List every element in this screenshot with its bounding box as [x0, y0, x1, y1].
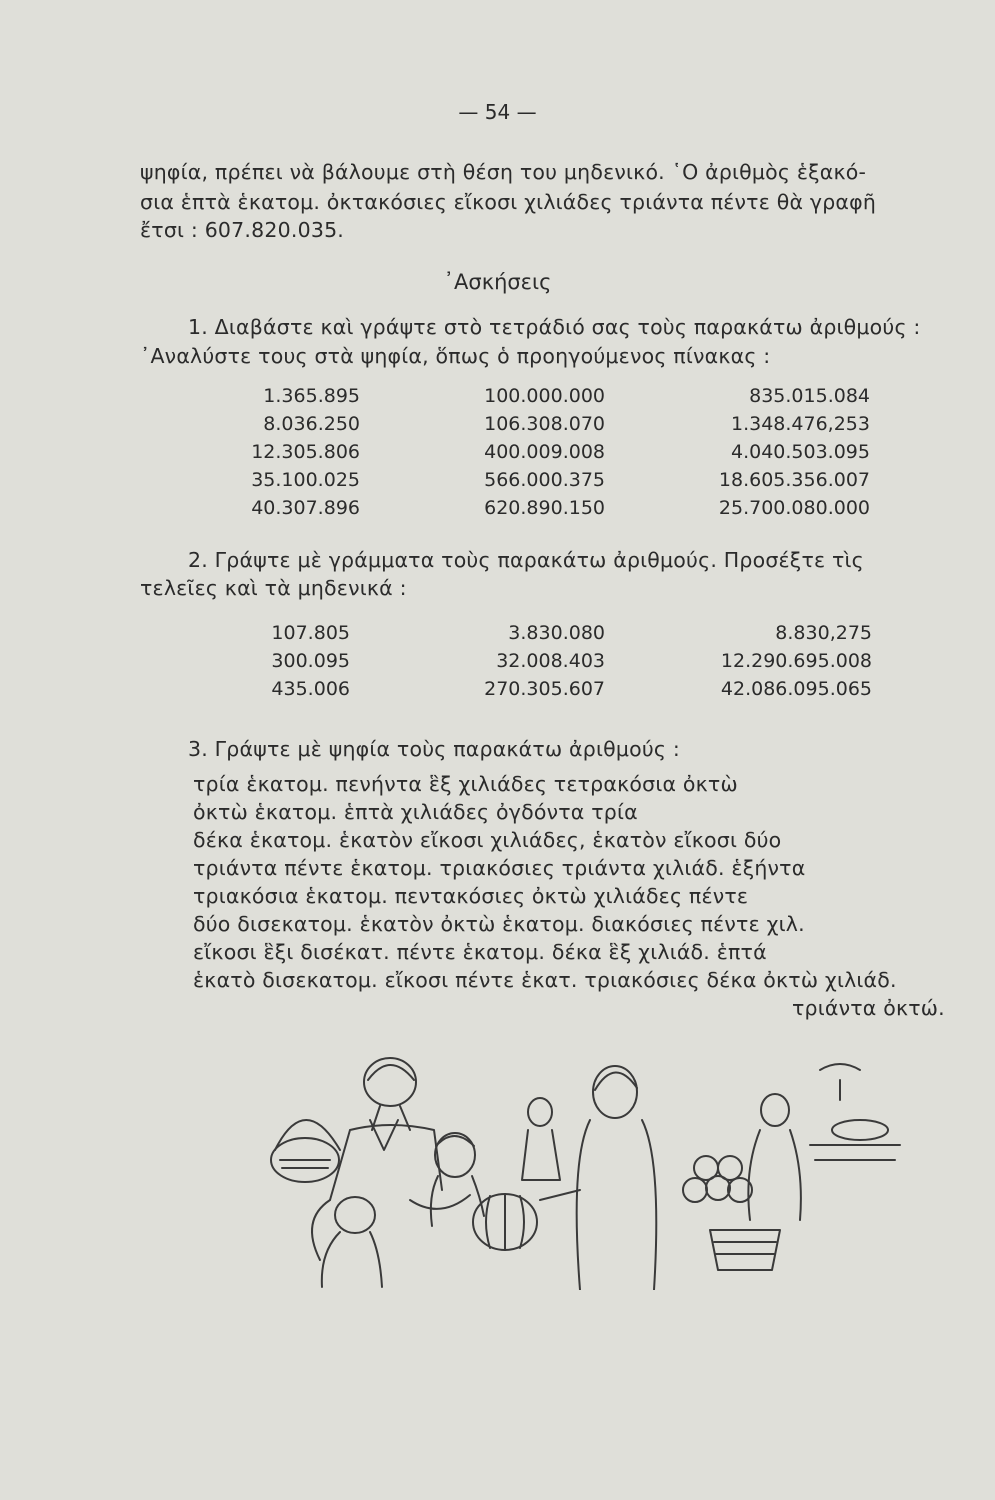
ex1-col1-item: 35.100.025: [251, 469, 360, 491]
ex1-col3-item: 1.348.476,253: [730, 413, 870, 435]
basket: [271, 1120, 340, 1182]
ex2-col3-item: 8.830,275: [775, 622, 872, 644]
ex2-col2-item: 270.305.607: [484, 678, 605, 700]
boy-figure: [410, 1133, 484, 1226]
ex2-col3-item: 42.086.095.065: [720, 678, 872, 700]
exercises-heading: ᾽Ασκήσεις: [443, 270, 552, 294]
ex3-line: εἴκοσι ἓξι δισέκατ. πέντε ἑκατομ. δέκα ἓξ χιλιάδ. ἑπτά: [193, 940, 767, 964]
intro-line-1: ψηφία, πρέπει νὰ βάλουμε στὴ θέση του μηδενικό. ῾Ο ἀριθμὸς ἑξακό-: [140, 160, 867, 184]
ex1-col3-item: 835.015.084: [749, 385, 870, 407]
ex2-col2-item: 32.008.403: [496, 650, 605, 672]
ex2-col2-item: 3.830.080: [508, 622, 605, 644]
intro-line-2: σια ἑπτὰ ἑκατομ. ὀκτακόσιες εἴκοσι χιλιάδες τριάντα πέντε θὰ γραφῆ: [140, 190, 877, 214]
ex2-col1-item: 107.805: [271, 622, 350, 644]
melon: [473, 1194, 537, 1250]
ex1-col2-item: 400.009.008: [484, 441, 605, 463]
ex3-line: τριάντα ὀκτώ.: [792, 996, 945, 1020]
ex1-col1-item: 40.307.896: [251, 497, 360, 519]
ex2-instruction-1: 2. Γράψτε μὲ γράμματα τοὺς παρακάτω ἀριθμούς. Προσέξτε τὶς: [188, 548, 864, 572]
ex3-line: τριακόσια ἑκατομ. πεντακόσιες ὀκτὼ χιλιάδες πέντε: [193, 884, 749, 908]
ex3-line: τρία ἑκατομ. πενήντα ἓξ χιλιάδες τετρακόσια ὀκτὼ: [193, 772, 738, 796]
page-number: — 54 —: [458, 100, 537, 124]
ex1-instruction-1: 1. Διαβάστε καὶ γράψτε στὸ τετράδιό σας τοὺς παρακάτω ἀριθμούς :: [188, 315, 921, 339]
right-figure: [748, 1094, 801, 1220]
fruit-pile: [683, 1156, 752, 1202]
ex1-col2-item: 100.000.000: [484, 385, 605, 407]
ex1-col2-item: 566.000.375: [484, 469, 605, 491]
ex3-line: δέκα ἑκατομ. ἑκατὸν εἴκοσι χιλιάδες, ἑκατὸν εἴκοσι δύο: [193, 828, 782, 852]
ex3-line: τριάντα πέντε ἑκατομ. τριακόσιες τριάντα χιλιάδ. ἑξήντα: [193, 856, 806, 880]
ex1-instruction-2: ᾽Αναλύστε τους στὰ ψηφία, ὅπως ὁ προηγούμενος πίνακας :: [140, 344, 771, 368]
ex3-line: ὀκτὼ ἑκατομ. ἑπτὰ χιλιάδες ὀγδόντα τρία: [193, 800, 638, 824]
ex1-col3-item: 4.040.503.095: [730, 441, 870, 463]
ex3-title: 3. Γράψτε μὲ ψηφία τοὺς παρακάτω ἀριθμούς :: [188, 737, 680, 761]
ex2-col1-item: 435.006: [271, 678, 350, 700]
seller-woman: [540, 1066, 656, 1290]
ex1-col3-item: 25.700.080.000: [718, 497, 870, 519]
ex1-col1-item: 8.036.250: [263, 413, 360, 435]
ex1-col1-item: 1.365.895: [263, 385, 360, 407]
ex1-col2-item: 106.308.070: [484, 413, 605, 435]
ex1-col3-item: 18.605.356.007: [718, 469, 870, 491]
market-scene-illustration: [240, 1050, 920, 1290]
girl-figure: [322, 1197, 382, 1287]
woman-figure: [312, 1058, 442, 1260]
ex1-col1-item: 12.305.806: [251, 441, 360, 463]
ex1-col2-item: 620.890.150: [484, 497, 605, 519]
ex3-line: ἑκατὸ δισεκατομ. εἴκοσι πέντε ἑκατ. τριακόσιες δέκα ὀκτὼ χιλιάδ.: [193, 968, 897, 992]
ex2-col1-item: 300.095: [271, 650, 350, 672]
stall-lines: [810, 1064, 900, 1160]
right-basket: [710, 1230, 780, 1270]
ex3-line: δύο δισεκατομ. ἑκατὸν ὀκτὼ ἑκατομ. διακόσιες πέντε χιλ.: [193, 912, 805, 936]
intro-line-3: ἔτσι : 607.820.035.: [140, 218, 345, 242]
ex2-instruction-2: τελεῖες καὶ τὰ μηδενικά :: [140, 576, 407, 600]
background-man: [522, 1098, 560, 1180]
ex2-col3-item: 12.290.695.008: [720, 650, 872, 672]
